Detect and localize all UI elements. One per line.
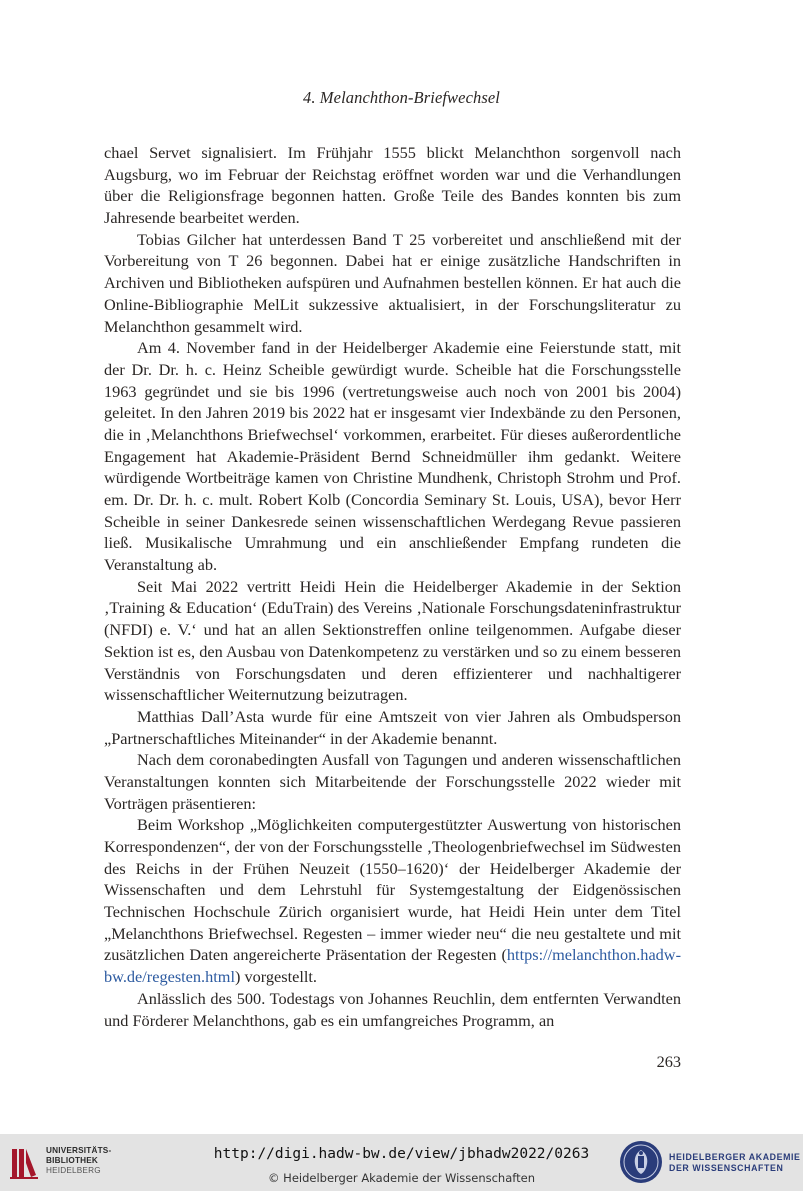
workshop-text-end: ) vorgestellt. xyxy=(234,967,317,987)
regesten-link[interactable]: https://melanchthon.hadw-bw.de/regesten.html xyxy=(104,945,681,987)
academy-seal-icon xyxy=(619,1140,663,1184)
permalink[interactable]: http://digi.hadw-bw.de/view/jbhadw2022/0263 xyxy=(213,1146,590,1162)
body-text xyxy=(104,142,681,1031)
paragraph-6: Nach dem coronabedingten Ausfall von Tagungen und anderen wissenschaftlichen Veranstaltungen konnten sich Mitarbeitende der Forschungsstelle 2022 wieder mit Vorträgen präsentieren: xyxy=(104,750,681,813)
paragraph-1: chael Servet signalisiert. Im Frühjahr 1555 blickt Melanchthon sorgenvoll nach Augsburg, wo im Februar der Reichstag eröffnet worden war und die Verhandlungen über die Religionsfrage begonnen hatten. Große Teile des Bandes konnten bis zum Jahresende bearbeitet werden. xyxy=(104,143,681,228)
copyright-notice: © Heidelberger Akademie der Wissenschaften xyxy=(268,1171,535,1185)
ub-logo-line-1: UNIVERSITÄTS- xyxy=(46,1146,112,1155)
academy-logo-line-1: HEIDELBERGER AKADEMIE xyxy=(669,1152,801,1162)
paragraph-4: Seit Mai 2022 vertritt Heidi Hein die Heidelberger Akademie in der Sektion ‚Training & Education‘ (EduTrain) des Vereins ‚Nationale Forschungsdateninfrastruktur (NFDI) e. V.‘ und hat an allen Sektionstreffen online teilgenommen. Aufgabe dieser Sektion ist es, den Ausbau von Datenkompetenz zu verstärken und so zu einem besseren Verständnis von Forschungsdaten und deren effizienterer und nachhaltigerer wissenschaftlicher Weiternutzung beizutragen. xyxy=(104,576,681,705)
ub-logo-line-3: HEIDELBERG xyxy=(46,1166,101,1175)
workshop-text: Beim Workshop „Möglichkeiten computergestützter Auswertung von historischen Korrespondenzen“, der von der Forschungsstelle ‚Theologenbriefwechsel im Südwesten des Reichs in der Frühen Neuzeit (1550–1620)‘ der Heidelberger Akademie der Wissenschaften und dem Lehrstuhl für Systemgestaltung der Eidgenössischen Technischen Hochschule Zürich organisiert wurde, hat Heidi Hein unter dem Titel „Melanchthons Briefwechsel. Regesten – immer wieder neu“ die neu gestaltete und mit zusätzlichen Daten angereicherte Präsentation der Regesten ( xyxy=(104,815,681,965)
ub-logo-line-2: BIBLIOTHEK xyxy=(46,1156,99,1165)
paragraph-last: Anlässlich des 500. Todestags von Johannes Reuchlin, dem entfernten Verwandten und Förderer Melanchthons, gab es ein umfangreiches Programm, an xyxy=(104,988,681,1030)
paragraph-5: Matthias Dall’Asta wurde für eine Amtszeit von vier Jahren als Ombudsperson „Partnerschaftliches Miteinander“ in der Akademie benannt. xyxy=(104,706,681,748)
page-number: 263 xyxy=(656,1052,681,1071)
academy-logo-text xyxy=(669,1152,801,1174)
paragraph-2: Tobias Gilcher hat unterdessen Band T 25 vorbereitet und anschließend mit der Vorbereitung von T 26 begonnen. Dabei hat er einige zusätzliche Handschriften in Archiven und Bibliotheken aufspüren und Aufnahmen bestellen können. Er hat auch die Online-Bibliographie MelLit sukzessive aktualisiert, in der Forschungsliteratur zu Melanchthon gesammelt wird. xyxy=(104,229,681,336)
academy-logo-line-2: DER WISSENSCHAFTEN xyxy=(669,1163,784,1173)
running-title: 4. Melanchthon-Briefwechsel xyxy=(303,88,500,107)
paragraph-3: Am 4. November fand in der Heidelberger Akademie eine Feierstunde statt, mit der Dr. Dr. h. c. Heinz Scheible gewürdigt wurde. Scheible hat die Forschungsstelle 1963 gegründet und sie bis 1996 (vertretungsweise auch noch von 2001 bis 2004) geleitet. In den Jahren 2019 bis 2022 hat er insgesamt vier Indexbände zu den Personen, die in ‚Melanchthons Briefwechsel‘ vorkommen, erarbeitet. Für dieses außerordentliche Engagement hat Akademie-Präsident Bernd Schneidmüller ihm gedankt. Weitere würdigende Wortbeiträge kamen von Christine Mundhenk, Christoph Strohm und Prof. em. Dr. Dr. h. c. mult. Robert Kolb (Concordia Seminary St. Louis, USA), bevor Herr Scheible in seiner Dankesrede seinen wissenschaftlichen Werdegang Revue passieren ließ. Musikalische Umrahmung und ein anschließender Empfang rundeten die Veranstaltung ab. xyxy=(104,338,681,575)
paragraph-workshop xyxy=(104,814,681,988)
academy-logo[interactable] xyxy=(619,1140,803,1186)
footer-bar xyxy=(0,1134,803,1191)
